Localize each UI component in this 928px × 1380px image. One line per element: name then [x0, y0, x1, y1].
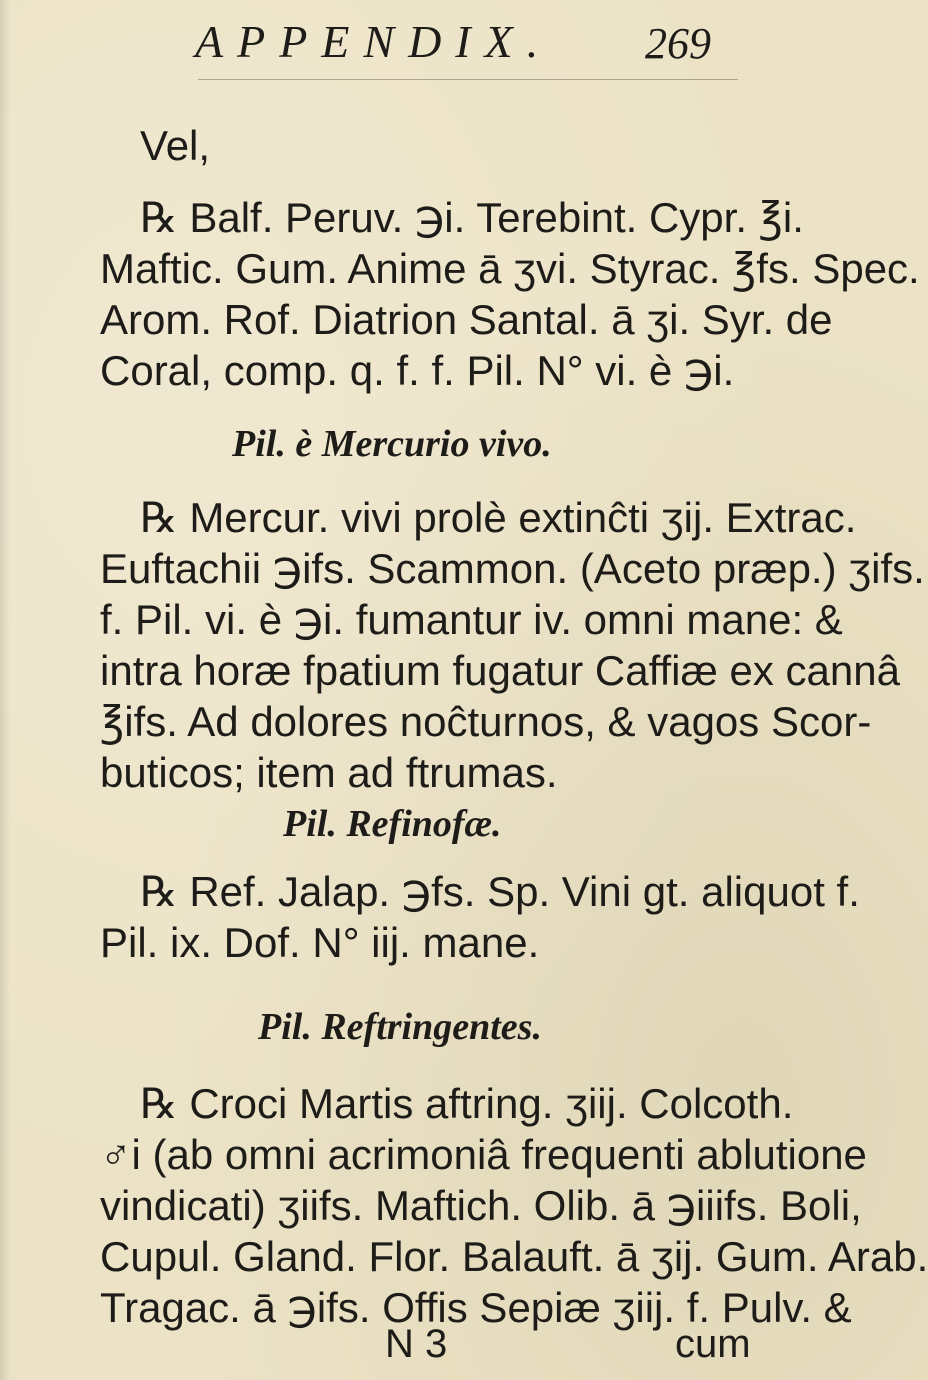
text-line: f. Pil. vi. è ℈i. fumantur iv. omni mane: & [100, 596, 843, 643]
text-line: ♂i (ab omni acrimoniâ frequenti ablutione [100, 1131, 867, 1178]
text-line: buticos; item ad ftrumas. [100, 749, 558, 796]
text-line: ℞ Balf. Peruv. ℈i. Terebint. Cypr. ℥i. [140, 194, 804, 241]
page-number: 269 [645, 19, 711, 68]
text-line: Vel, [140, 122, 211, 169]
text-line: Cupul. Gland. Flor. Balauft. ā ʒij. Gum. Arab. [100, 1233, 928, 1280]
text-line: Coral, comp. q. f. f. Pil. N° vi. è ℈i. [100, 347, 735, 394]
text-line: ℞ Mercur. vivi prolè extinĉti ʒij. Extrac. [140, 494, 857, 541]
text-line: ℞ Ref. Jalap. ℈fs. Sp. Vini gt. aliquot f. [140, 868, 860, 915]
section-heading: Pil. Refinofæ. [283, 803, 502, 845]
text-line: intra horæ fpatium fugatur Caffiæ ex cannâ [100, 647, 900, 694]
section-heading: Pil. è Mercurio vivo. [232, 423, 552, 465]
page-edge-shadow [0, 0, 10, 1380]
section-heading: Pil. Reftringentes. [258, 1006, 542, 1048]
signature-mark: N 3 [385, 1322, 448, 1366]
text-line: ℞ Croci Martis aftring. ʒiij. Colcoth. [140, 1080, 794, 1127]
running-head [195, 12, 735, 82]
running-title: APPENDIX. [195, 16, 553, 67]
page-footer [100, 1318, 760, 1370]
text-line: ℥ifs. Ad dolores noĉturnos, & vagos Scor- [100, 698, 872, 745]
text-line: Euftachii ℈ifs. Scammon. (Aceto præp.) ʒifs. [100, 545, 925, 592]
text-line: Maftic. Gum. Anime ā ʒvi. Styrac. ℥fs. Spec. [100, 245, 920, 292]
text-line: vindicati) ʒiifs. Maftich. Olib. ā ℈iiifs. Boli, [100, 1182, 862, 1229]
text-line: Pil. ix. Dof. N° iij. mane. [100, 919, 540, 966]
text-line: Arom. Rof. Diatrion Santal. ā ʒi. Syr. de [100, 296, 833, 343]
text-line: Tragac. ā ℈ifs. Offis Sepiæ ʒiij. f. Pulv. & [100, 1284, 852, 1331]
header-rule [198, 79, 738, 80]
catchword: cum [675, 1322, 751, 1366]
